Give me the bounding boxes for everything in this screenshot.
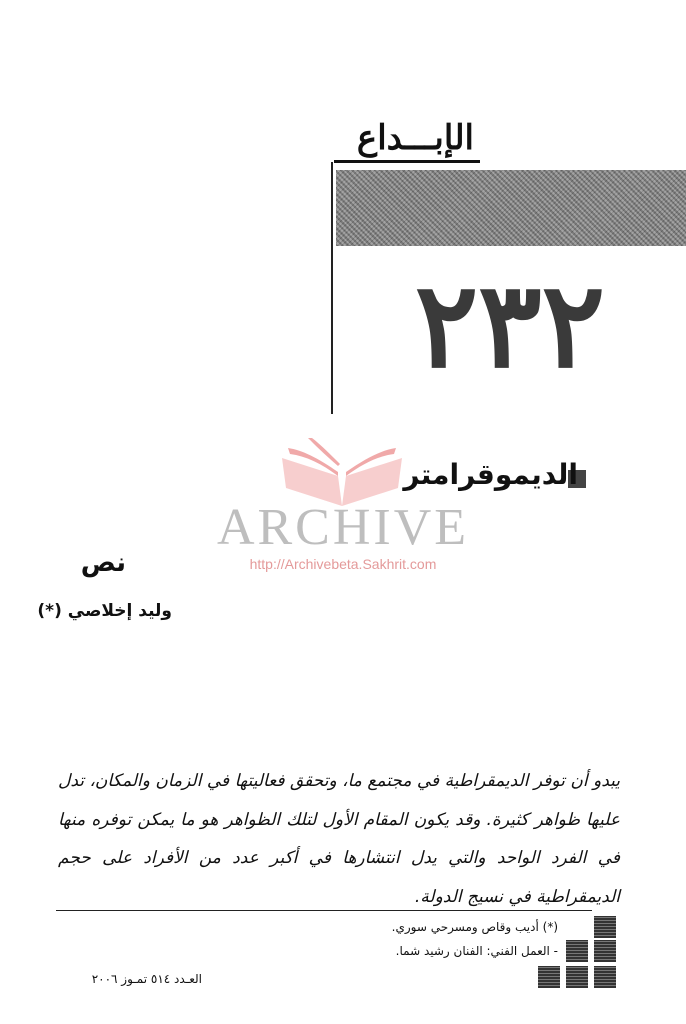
- decorative-square: [566, 966, 588, 988]
- footnote-divider: [56, 910, 592, 911]
- footnote-artwork: - العمل الفني: الفنان رشيد شما.: [395, 944, 558, 958]
- genre-label: نص: [80, 548, 126, 578]
- watermark-url: http://Archivebeta.Sakhrit.com: [249, 556, 437, 572]
- author-name: وليد إخلاصي (*): [37, 601, 172, 621]
- section-title: الإبـــداع: [356, 118, 474, 158]
- decorative-square: [594, 940, 616, 962]
- decorative-square: [594, 966, 616, 988]
- decorative-square: [594, 916, 616, 938]
- decorative-gray-band: [336, 170, 686, 246]
- article-body: يبدو أن توفر الديمقراطية في مجتمع ما، وتحقق فعاليتها في الزمان والمكان، تدل عليها ظواهر كثيرة. وقد يكون المقام الأول لتلك الظواهر هو ما يمكن توفره منها في الفرد الواحد والتي يدل انتشارها في أكبر عدد من الأفراد على حجم الديمقراطية في نسيج الدولة.: [58, 771, 620, 907]
- footnote-author: (*) أديب وقاص ومسرحي سوري.: [391, 920, 558, 934]
- article-title: الديموقرامتر: [403, 458, 578, 491]
- watermark-text: ARCHIVE: [216, 499, 470, 556]
- section-title-underline: [334, 160, 480, 163]
- decorative-square: [566, 940, 588, 962]
- vertical-divider: [331, 162, 333, 414]
- issue-number: ٢٣٢: [414, 255, 606, 394]
- issue-footer: العـدد ٥١٤ تمـوز ٢٠٠٦: [91, 972, 202, 986]
- decorative-square: [538, 966, 560, 988]
